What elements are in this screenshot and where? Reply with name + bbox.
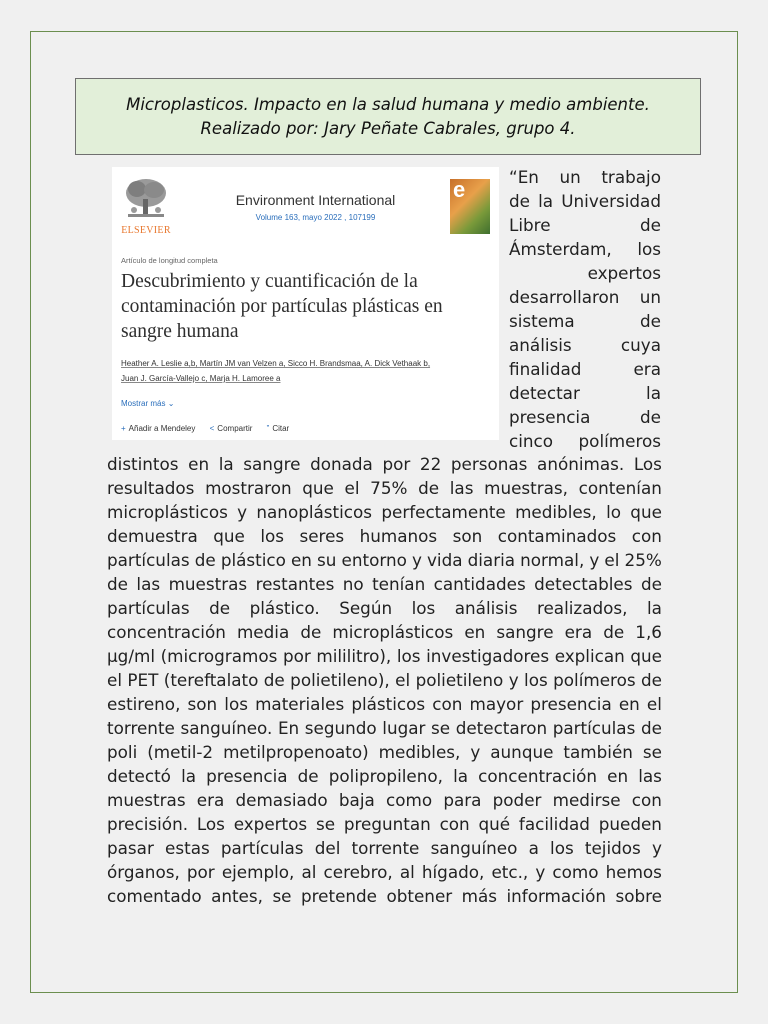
share-button[interactable] — [210, 424, 259, 433]
share-icon: < — [209, 424, 215, 433]
text-line: pasar estas partículas del torrente sanguíneo a los tejidos y — [107, 838, 662, 858]
text-line: de la Universidad — [509, 191, 661, 211]
text-line: estireno, son los materiales plásticos con mayor presencia en el — [107, 694, 662, 714]
share-label: Compartir — [217, 424, 253, 433]
cite-button[interactable] — [267, 424, 296, 433]
plus-icon: + — [121, 424, 126, 433]
text-line: Libre de — [509, 215, 661, 235]
text-line: precisión. Los expertos se preguntan con qué facilidad pueden — [107, 814, 662, 834]
text-line: poli (metil-2 metilpropenoato) medibles, y aunque también se — [107, 742, 662, 762]
text-line: “En un trabajo — [509, 167, 661, 187]
text-line: órganos, por ejemplo, al cerebro, al hígado, etc., y como hemos — [107, 862, 662, 882]
title-box — [75, 78, 701, 155]
text-line: µg/ml (microgramos por mililitro), los investigadores explican que — [107, 646, 662, 666]
text-line: torrente sanguíneo. En segundo lugar se detectaron partículas de — [107, 718, 662, 738]
wrapped-text-column — [509, 165, 661, 453]
body-paragraph — [107, 452, 662, 908]
article-type: Artículo de longitud completa — [121, 256, 218, 265]
volume-info[interactable]: Volume 163, mayo 2022 , 107199 — [255, 213, 376, 222]
article-title-line: Descubrimiento y cuantificación de la — [121, 271, 418, 292]
show-more-label: Mostrar más — [121, 399, 166, 408]
authors-line[interactable]: Heather A. Leslie a,b, Martín JM van Velzen a, Sicco H. Brandsmaa, A. Dick Vethaak b, — [121, 359, 431, 368]
author-list — [121, 356, 430, 386]
article-title-line: contaminación por partículas plásticas en — [121, 296, 443, 317]
text-line: de las muestras restantes no tenían cantidades detectables de — [107, 574, 662, 594]
article-title-line: sangre humana — [121, 321, 239, 342]
text-line: detectó la presencia de polipropileno, la concentración en las — [107, 766, 662, 786]
text-line: demuestra que los seres humanos son contaminados con — [107, 526, 662, 546]
text-line: microplásticos y nanoplásticos perfectamente medibles, lo que — [107, 502, 662, 522]
text-line: resultados mostraron que el 75% de las muestras, contenían — [107, 478, 662, 498]
authors-line[interactable]: Juan J. García-Vallejo c, Marja H. Lamoree a — [121, 374, 281, 383]
article-title — [121, 269, 491, 344]
text-line: muestras era demasiado baja como para poder medirse con — [107, 790, 662, 810]
add-mendeley-label: Añadir a Mendeley — [128, 424, 196, 433]
text-line: detectar la — [509, 383, 661, 403]
journal-name[interactable]: Environment International — [235, 192, 396, 208]
title-line-2: Realizado por: Jary Peñate Cabrales, grupo 4. — [200, 119, 576, 138]
cite-label: Citar — [272, 424, 290, 433]
text-line: concentración media de microplásticos en sangre era de 1,6 — [107, 622, 662, 642]
text-line: Ámsterdam, los — [509, 239, 661, 259]
quote-icon: ” — [266, 424, 270, 433]
text-line: partículas de plástico. Según los análisis realizados, la — [107, 598, 662, 618]
journal-cover — [450, 179, 490, 234]
text-line: el PET (tereftalato de polietileno), el polietileno y los polímeros de — [107, 670, 662, 690]
text-line: expertos — [587, 263, 661, 283]
article-screenshot — [112, 167, 499, 440]
cover-e-glyph: e — [453, 177, 466, 202]
article-actions — [121, 424, 301, 433]
text-line: partículas de plástico en su entorno y vida diaria normal, y el 25% — [107, 550, 662, 570]
text-line: distintos en la sangre donada por 22 personas anónimas. Los — [107, 454, 662, 474]
publisher-name: ELSEVIER — [121, 225, 171, 236]
text-line: cinco polímeros — [509, 431, 661, 451]
add-mendeley-button[interactable] — [121, 424, 201, 433]
text-line: análisis cuya — [509, 335, 661, 355]
text-line: presencia de — [509, 407, 661, 427]
show-more-link[interactable] — [121, 399, 174, 408]
chevron-down-icon: ⌄ — [167, 399, 175, 408]
text-line: desarrollaron un — [509, 287, 661, 307]
title-line-1: Microplasticos. Impacto en la salud humana y medio ambiente. — [126, 95, 650, 114]
text-line: finalidad era — [509, 359, 661, 379]
text-line: comentado antes, se pretende obtener más información sobre — [107, 886, 662, 906]
text-line: sistema de — [509, 311, 661, 331]
